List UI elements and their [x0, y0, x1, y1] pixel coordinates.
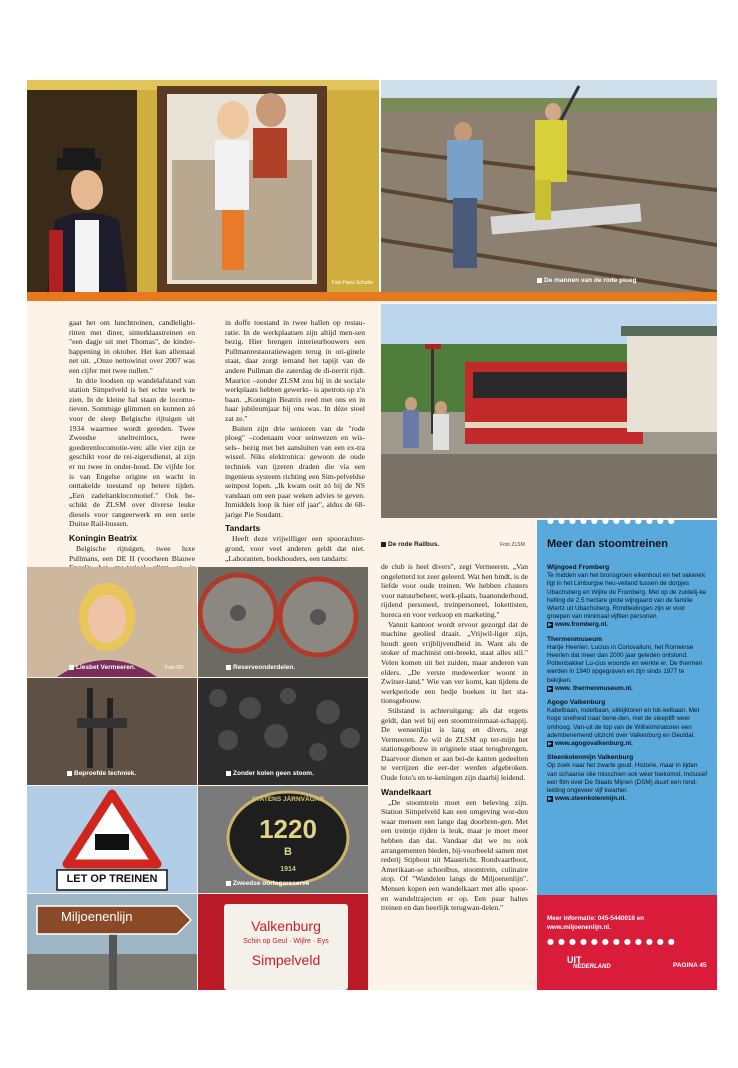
sign-simpelveld: Simpelveld [251, 952, 321, 968]
page-number: PAGINA 45 [673, 962, 707, 969]
sidebar-item-link[interactable] [547, 685, 707, 693]
caption-reserve [226, 664, 295, 671]
sidebar-item-link[interactable] [547, 795, 707, 803]
caption-text: Beproefde techniek. [74, 770, 137, 777]
article-column-2 [225, 318, 365, 563]
arrow-icon: ▶ [548, 622, 552, 629]
photo-conductor-train [27, 80, 379, 292]
coal-illustration [198, 678, 368, 785]
sidebar-item-name: Steenkolenmijn Valkenburg [547, 754, 634, 762]
photo-credit: Foto Hans Schutte [331, 280, 373, 286]
caption-swedish [226, 880, 309, 887]
subheading: Wandelkaart [381, 786, 432, 797]
wheels-illustration [198, 567, 368, 677]
track-workers-illustration [381, 80, 717, 292]
caption-text: Liesbet Vermeeren. [76, 664, 136, 671]
link-text[interactable]: www.agogovalkenburg.nl. [555, 740, 633, 748]
photo-valkenburg-sign [198, 894, 368, 990]
railbus-illustration [381, 304, 717, 518]
paragraph: Buiten zijn drie senioren van de "rode ploeg" –codenaam voor seinwezen en wis-sels– bezig met het aansluiten van een ex-tra wissel. Niks elektronica: gewoon de oude techniek van ijzeren draden die via een ingenieus systeem richting een Sim-pelveldse seinpost lopen. „Ik kwam ooit zó bij de NS vandaan om een paar weken advies te geven. Inmiddels loop ik hier elf jaar", aldus de 68-jarige Pie Soudant. [225, 423, 365, 519]
sidebar-item-link[interactable] [547, 621, 707, 629]
arrow-icon: ▶ [548, 685, 552, 692]
sidebar-item-name: Wijngoed Fromberg [547, 564, 610, 571]
paragraph: In drie loodsen op wandelafstand van station Simpelveld is het echte werk te zien. In de kleine hal staan de locomo-tieven. Sommige glimmen en kunnen zó voor de sleep Belgische rijtuigen uit 1934 waarmee wordt gereden. Twee Zweedse sneltreinlocs, twee goederenlocomotie-ven: alle vier zijn ze geschikt voor de rei-zigersdienst, al zijn er nu twee in onder-houd. De vijfde loc is van Engelse origine en wacht in onttakelde toestand op betere tijden. „Een zadeltanklocomotief." Ook be-schikt de ZLSM over diverse leuke diesels voor rangeerwerk en een serie Duitse Rail-bussen. [69, 375, 195, 529]
sidebar-item-text: Kabelbaan, rodelbaan, uitkijktoren en tok-kelbaan. Met hoge snelheid naar bene-den, met de sleeplift weer omhoog. Van-uit de top van de Wilhelminatoren een adembenemend uitzicht over Valkenburg en Geuldal. [547, 707, 700, 739]
link-text[interactable]: www.steenkolenmijn.nl. [555, 795, 627, 803]
caption-text: De mannen van de rode ploeg [544, 277, 637, 284]
paragraph: Belgische rijtuigen, twee luxe Pullmans, een DE II (voorheen Blauwe [69, 544, 195, 563]
info-box [537, 895, 717, 990]
paragraph: Heeft deze vrijwilliger een spoorachter-grond, voor veel anderen geldt dat niet. „Laboranten, boekhouders, een tandarts: [225, 534, 365, 563]
caption-liesbet [69, 664, 136, 671]
photo-wheels [198, 567, 368, 677]
caption-text: Reserveonderdelen. [233, 664, 296, 671]
plate-letter: B [284, 846, 292, 858]
arrow-icon: ▶ [548, 796, 552, 803]
photo-red-crew [381, 80, 717, 292]
caption-text: Zonder kolen geen stoom. [233, 770, 314, 777]
caption-red-crew [537, 277, 636, 284]
info-phone: Meer informatie: 045-5440018 en [547, 915, 644, 922]
sidebar-item-text: Te midden van het bronsgroen eikenhout en het vakwerk ligt in het Limburgse heu-velland tussen de dorpjes Ubachsberg en Wijlre de Fromberg. Met op de zuidelij-ke helling de 2,5 hectare grote wijngaard van de familie Wiertz uit Ubachsberg. Rondleidingen zijn er voor groepen van minimaal vijftien personen. [547, 572, 707, 621]
portrait-illustration [27, 567, 197, 677]
photo-railbus [381, 304, 717, 518]
paragraph: in doffe toestand in twee hallen op restau-ratie. In de werkplaatsen zijn altijd men-sen bezig. Hier brengen interieurbouwers een Pullmanrestauratiewagen terug in ori-ginele staat, daar zorgt iemand het tapijt van de andere Pullman die zaterdag de di-nerrit rijdt. Maurice –zonder ZLSM zou hij in de sociale werkplaats hebben gewerkt– is apetrots op z'n baan. „Koningin Beatrix reed met ons en in haar jubileumjaar bij ons was. In déze stoel zat ze." [225, 318, 365, 423]
info-url[interactable]: www.miljoenenlijn.nl. [547, 924, 611, 931]
photo-credit: Foto ZLSM [500, 542, 525, 548]
paragraph: gaat het om lunchtreinen, candlelight-ritten met diner, sinterklaastreinen en "een dagje uit met Thomas", de kinder-happening in oktober. Het kan allemaal net uit. „Onze nettowinst over 2007 was een cijfer met twee nullen." [69, 318, 195, 375]
plate-number: 1220 [259, 814, 317, 844]
dot-row-top: ●●●●●●●●●●●● [547, 516, 679, 525]
levers-illustration [27, 678, 197, 785]
caption-railbus [381, 541, 439, 548]
article-column-3 [381, 562, 528, 913]
sidebar-title: Meer dan stoomtreinen [547, 538, 669, 550]
sign-letop-text: LET OP TREINEN [66, 873, 158, 885]
sign-miljoenenlijn-text: Miljoenenlijn [61, 909, 133, 924]
caption-text: De rode Railbus. [388, 541, 440, 548]
logo-uit: UIT [567, 955, 582, 965]
sidebar-item-name: Agogo Valkenburg [547, 699, 606, 707]
sidebar-item-text: Hartje Heerlen. Lucius in Coriovallum, het Romeinse Heerlen dat meer dan 2000 jaar geleden ontstond. Pottenbakker Lu-cius woonde en werkte er. De thermen werden in 1940 opgegraven en zijn sinds 1977 te bekijken. [547, 643, 703, 684]
arrow-icon: ▶ [548, 741, 552, 748]
paragraph: Stilstand is achteruitgang: als dat ergens geldt, dan wel bij een stoomtreinmaat-schappij. De wensenlijst is lang en divers, zegt Vermeeren. Zo wil de ZLSM op ter-mijn het stationsgebouw in originele staat terugbrengen. Daarvoor dienen er aan bei-de kanten gedeelten te verrijzen die eer-der werden afgebroken. Oude foto's en te-keningen zijn daarbij leidend. [381, 705, 528, 783]
photo-liesbet [27, 567, 197, 677]
photo-credit: Foto RD [165, 665, 184, 671]
sidebar-item-text: Op zoek naar het zwarte goud. Historie, maar in tijden van schaarse olie misschien ook weer toekomst. Inclusief een film over De Staats Mijnen (DSM) duurt een rond-leiding ongeveer vijf kwartier. [547, 762, 707, 795]
plate-top-text: STATENS JÄRNVÄGAR [251, 796, 325, 803]
link-text[interactable]: www. thermenmuseum.nl. [555, 684, 633, 692]
subheading: Tandarts [225, 523, 261, 534]
sidebar-item-name: Thermenmuseum [547, 635, 602, 643]
orange-rule [27, 292, 717, 301]
sidebar-body [547, 558, 707, 803]
sign-stops: Schin op Geul · Wijlre · Eys [243, 938, 329, 945]
plate-year: 1914 [280, 866, 296, 873]
logo-nederland: NEDERLAND [573, 964, 611, 970]
paragraph: „De stoomtrein moet een beleving zijn. Station Simpelveld kan een omgeving wor-den waar mensen een lange dag doorbren-gen. Met een treintje rijden is leuk, maar je moet meer hebben dan dat. Vandaar dat we nu ook arrangementen bieden, bij-voorbeeld samen met rederij Stiphout uit Maastricht. Rondvaartboot, Amerikaan-se schoolbus, stoomtrein, culinaire stop. Of "Wandelen langs de Miljoenenlijn". Mensen kopen een wandelkaart met alle spoor-en wandeltrajecten er op. Een paar haltes treinen en dan heerlijk terugwan-delen." [381, 797, 528, 913]
subheading: Koningin Beatrix [69, 533, 138, 544]
caption-technique [67, 770, 136, 777]
sidebar-item-link[interactable] [547, 740, 707, 748]
link-text[interactable]: www.fromberg.nl. [555, 621, 608, 629]
article-column-1 [69, 318, 195, 582]
photo-swedish-plate [198, 786, 368, 893]
paragraph: de club is heel divers", zegt Vermeeren. „Van ongeletterd tot zeer geleerd. Wat hen bindt, is de liefde voor oude treinen. We hebben clusters voor natuurbeheer, werk-plaats, baanonderhoud, rijdend personeel, treinpersoneel, lokettisten, horeca en voor verkoop en marketing." [381, 562, 528, 619]
dot-row-bottom: ●●●●●●●●●●●● [547, 937, 679, 946]
photo-technique [27, 678, 197, 785]
photo-coal [198, 678, 368, 785]
caption-text: Zweedse oorlogsreserve [233, 880, 310, 887]
sign-valkenburg: Valkenburg [251, 918, 321, 934]
conductor-illustration [27, 80, 379, 292]
photo-letop-sign [27, 786, 197, 893]
photo-miljoenenlijn-sign [27, 894, 197, 990]
caption-coal [226, 770, 314, 777]
paragraph: Vanuit kantoor wordt ervoor gezorgd dat de machine geolied draait. „Vrijwil-liger zijn, houdt geen vrijblijvendheid in. Want als de stoker of machinist ont-breekt, staat alles stil." Velen komen uit het zuiden, maar anderen van elders. „De verste medewerker woont in Zwitser-land." Wie van ver komt, kan tijdens de werkperiode een bedje boeken in het sta-tionsgebouw. [381, 619, 528, 706]
